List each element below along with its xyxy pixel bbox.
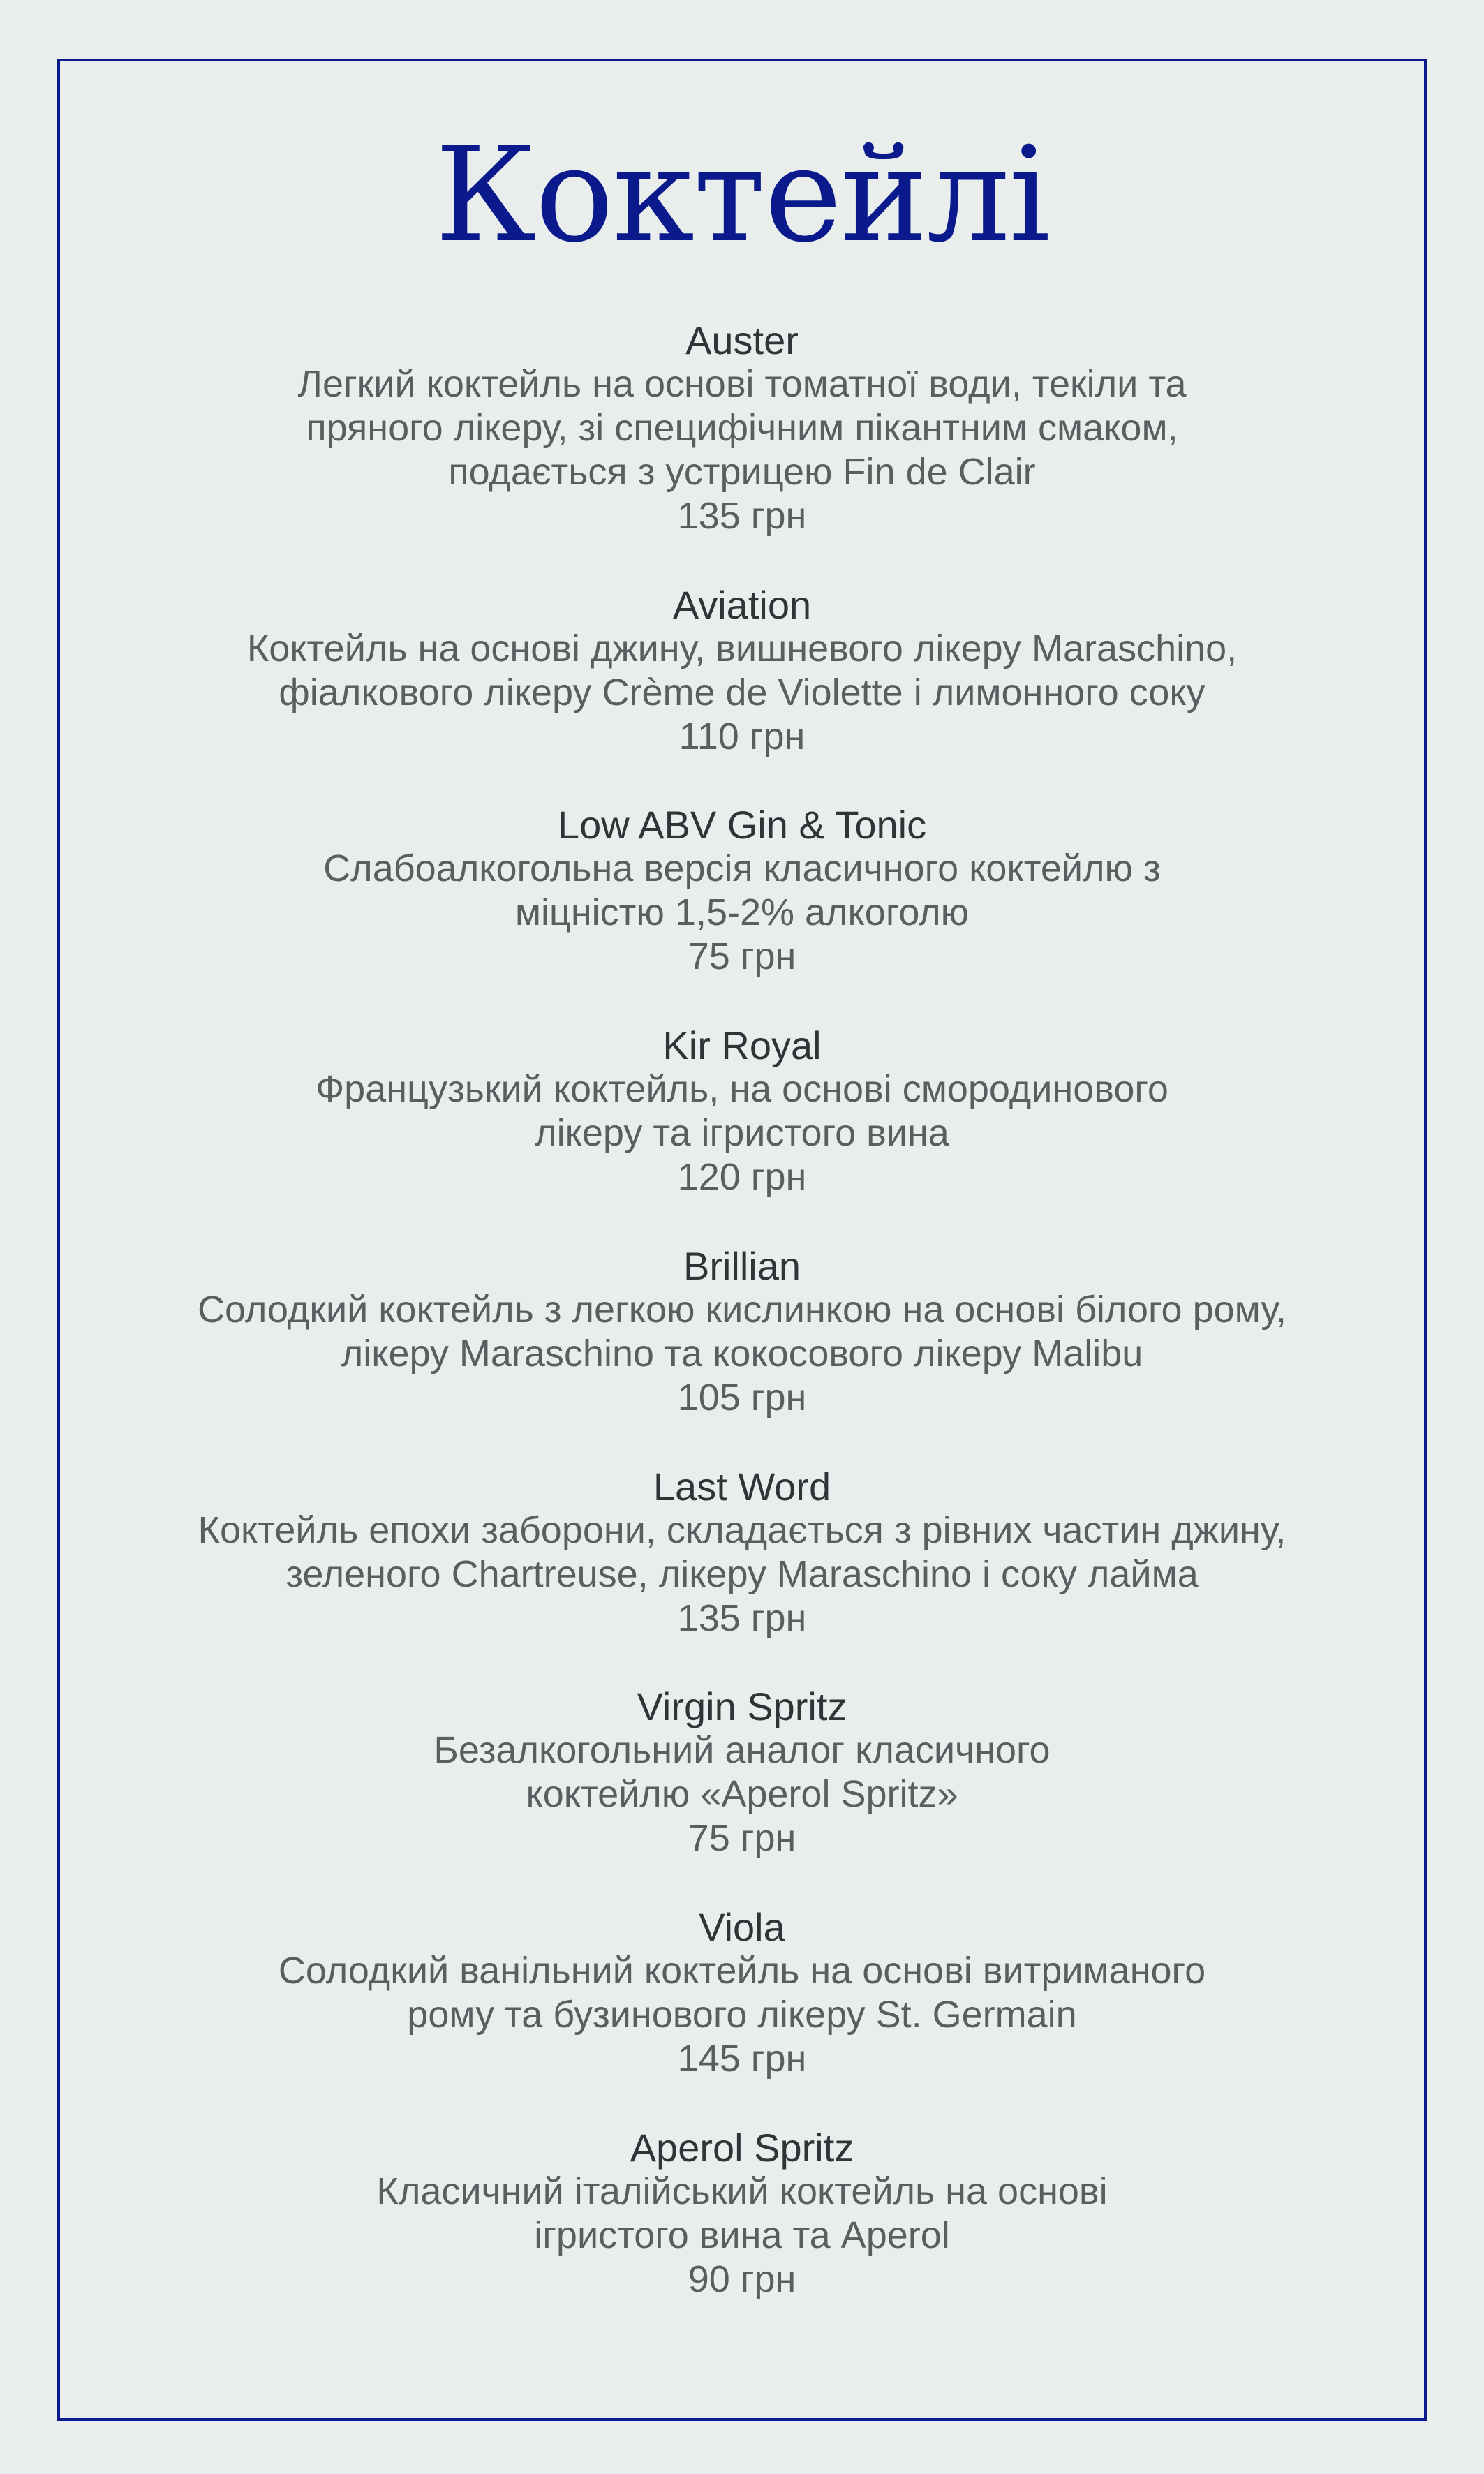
menu-item-aviation [0, 583, 1484, 759]
menu-item-auster [0, 318, 1484, 538]
menu-item-name: Brillian [683, 1244, 801, 1288]
menu-item-name: Kir Royal [662, 1023, 822, 1067]
menu-item-name: Aviation [672, 583, 812, 627]
menu-item-viola [0, 1905, 1484, 2081]
menu-item-virgin-spritz [0, 1684, 1484, 1860]
menu-item-description: Коктейль на основі джину, вишневого лікеру Maraschino, фіалкового лікеру Crème de Violette і лимонного соку [246, 628, 1238, 713]
menu-item-low-abv-gin-tonic [0, 803, 1484, 979]
menu-item-price: 135 грн [677, 1597, 807, 1639]
menu-item-price: 105 грн [677, 1377, 807, 1419]
menu-item-kir-royal [0, 1023, 1484, 1199]
menu-item-aperol-spritz [0, 2126, 1484, 2302]
menu-item-description: Солодкий ванільний коктейль на основі витриманого рому та бузинового лікеру St. Germain [278, 1950, 1206, 2036]
menu-item-description: Класичний італійський коктейль на основі ігристого вина та Aperol [376, 2170, 1108, 2256]
menu-item-price: 135 грн [677, 495, 807, 537]
menu-item-price: 120 грн [677, 1156, 807, 1198]
menu-item-brillian [0, 1244, 1484, 1420]
menu-item-name: Last Word [653, 1465, 831, 1509]
menu-item-description: Французький коктейль, на основі смородинового лікеру та ігристого вина [316, 1068, 1168, 1154]
menu-item-description: Легкий коктейль на основі томатної води, текіли та пряного лікеру, зі специфічним пікантним смаком, подається з устрицею Fin de Clair [297, 363, 1187, 493]
menu-item-price: 110 грн [678, 716, 806, 757]
menu-item-name: Virgin Spritz [637, 1684, 847, 1728]
menu-item-name: Auster [685, 318, 799, 362]
menu-item-price: 90 грн [688, 2258, 796, 2300]
menu-item-name: Low ABV Gin & Tonic [557, 803, 927, 847]
menu-item-description: Слабоалкогольна версія класичного коктейлю з міцністю 1,5-2% алкоголю [323, 847, 1161, 933]
menu-item-description: Безалкогольний аналог класичного коктейлю «Aperol Spritz» [433, 1729, 1051, 1815]
menu-item-name: Aperol Spritz [630, 2126, 854, 2170]
menu-item-price: 75 грн [688, 935, 796, 977]
menu-item-last-word [0, 1465, 1484, 1640]
menu-item-name: Viola [699, 1905, 785, 1949]
menu-item-description: Коктейль епохи заборони, складається з рівних частин джину, зеленого Chartreuse, лікеру Maraschino і соку лайма [198, 1509, 1286, 1595]
menu-item-price: 75 грн [688, 1817, 796, 1859]
menu-item-price: 145 грн [677, 2038, 807, 2080]
menu-title: Коктейлі [434, 119, 1050, 272]
menu-item-description: Солодкий коктейль з легкою кислинкою на основі білого рому, лікеру Maraschino та кокосового лікеру Malibu [198, 1289, 1286, 1375]
